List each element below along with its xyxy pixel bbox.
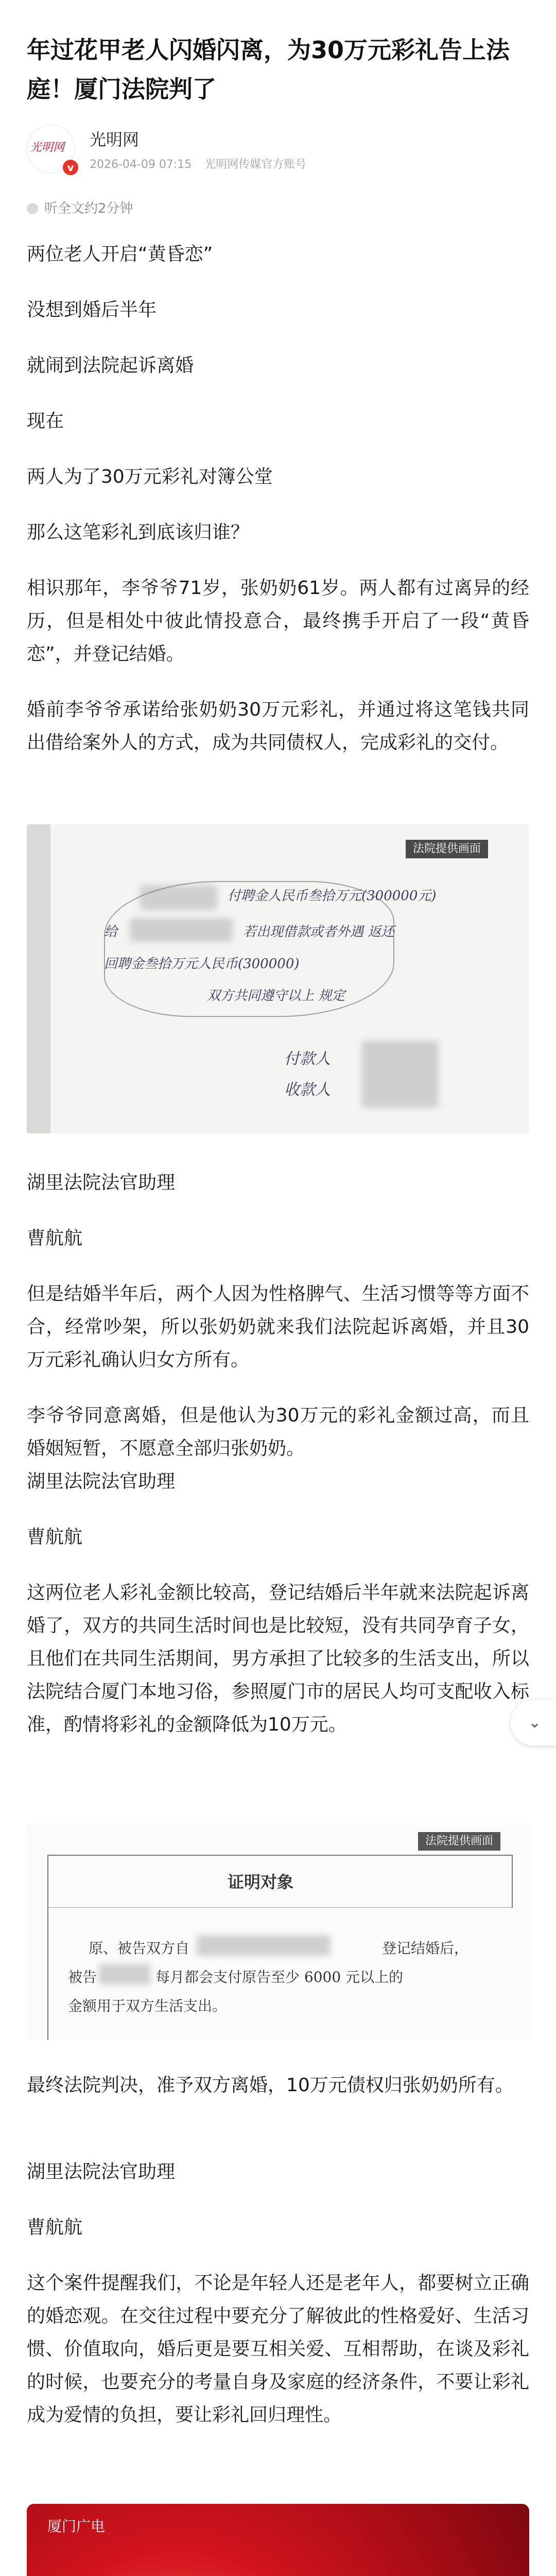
note-line: 付款人 <box>284 1050 331 1068</box>
document-border <box>47 1906 48 2040</box>
note-line: 回聘金叁拾万元人民币(300000) <box>104 956 300 972</box>
document-line: 被告 <box>68 1969 97 1986</box>
redacted-signature <box>361 1041 439 1108</box>
image-source-tag: 法院提供画面 <box>418 1832 500 1851</box>
chevron-down-icon: ⌄ <box>528 1714 542 1732</box>
paragraph: 曹航航 <box>27 2217 83 2238</box>
paragraph: 没想到婚后半年 <box>27 299 157 320</box>
document-heading: 证明对象 <box>228 1872 294 1892</box>
paragraph: 湖里法院法官助理 <box>27 1471 176 1492</box>
paragraph: 就闹到法院起诉离婚 <box>27 355 194 376</box>
author-account-desc: 光明网传媒官方账号 <box>204 158 307 171</box>
document-line: 原、被告双方自 <box>89 1940 190 1957</box>
paragraph: 李爷爷同意离婚，但是他认为30万元的彩礼金额过高，而且婚姻短暂，不愿意全部归张奶奶。 <box>27 1405 529 1459</box>
court-document-image[interactable] <box>27 1824 529 2040</box>
paragraph: 两位老人开启“黄昏恋” <box>27 244 213 265</box>
document-line: 金额用于双方生活支出。 <box>68 1997 227 2014</box>
note-line: 付聘金人民币叁拾万元(300000元) <box>228 888 437 904</box>
paragraph: 湖里法院法官助理 <box>27 1172 176 1193</box>
image-border <box>27 824 50 1133</box>
article-title: 年过花甲老人闪婚闪离，为30万元彩礼告上法庭！厦门法院判了 <box>27 36 510 103</box>
scroll-down-button[interactable] <box>511 1700 556 1745</box>
paragraph: 相识那年，李爷爷71岁，张奶奶61岁。两人都有过离异的经历，但是相处中彼此情投意合，最终携手开启了一段“黄昏恋”，并登记结婚。 <box>27 578 529 665</box>
document-line: 每月都会支付原告至少 6000 元以上的 <box>155 1969 404 1986</box>
listen-audio-button[interactable] <box>27 198 133 221</box>
avatar-logo-text: 光明网 <box>30 141 65 154</box>
paragraph: 曹航航 <box>27 1527 83 1548</box>
paragraph: 现在 <box>27 411 64 432</box>
author-meta <box>90 156 316 172</box>
redacted-area <box>197 1935 331 1956</box>
publish-date: 2026-04-09 07:15 <box>90 158 192 171</box>
note-line: 双方共同遵守以上 规定 <box>207 988 345 1004</box>
document-line: 登记结婚后， <box>382 1940 469 1957</box>
paragraph: 但是结婚半年后，两个人因为性格脾气、生活习惯等等方面不合，经常吵架，所以张奶奶就来我们法院起诉离婚，并且30万元彩礼确认归女方所有。 <box>27 1283 529 1370</box>
paragraph: 曹航航 <box>27 1228 83 1249</box>
redacted-area <box>99 1964 150 1985</box>
note-circle <box>104 881 394 1017</box>
paragraph: 婚前李爷爷承诺给张奶奶30万元彩礼，并通过将这笔钱共同出借给案外人的方式，成为共同债权人，完成彩礼的交付。 <box>27 699 529 753</box>
note-line: 若出现借款或者外遇 返还 <box>243 924 395 940</box>
paragraph: 湖里法院法官助理 <box>27 2161 176 2182</box>
listen-label: 听全文约2分钟 <box>44 201 133 216</box>
note-line: 给 <box>104 924 118 940</box>
author-block[interactable] <box>27 118 529 175</box>
verified-badge-icon: v <box>62 159 79 176</box>
paragraph: 这个案件提醒我们，不论是年轻人还是老年人，都要树立正确的婚恋观。在交往过程中要充分了解彼此的性格爱好、生活习惯、价值取向，婚后更是要互相关爱、互相帮助，在谈及彩礼的时候，也要充分的考量自身及家庭的经济条件，不要让彩礼成为爱情的负担，要让彩礼回归理性。 <box>27 2273 529 2426</box>
paragraph: 那么这笔彩礼到底该归谁？ <box>27 522 250 543</box>
audio-dot-icon <box>27 203 38 214</box>
image-source-tag: 法院提供画面 <box>406 840 488 858</box>
paragraph: 两人为了30万元彩礼对簿公堂 <box>27 466 273 487</box>
paragraph: 这两位老人彩礼金额比较高，登记结婚后半年就来法院起诉离婚了，双方的共同生活时间也是比较短，没有共同孕育子女，且他们在共同生活期间，男方承担了比较多的生活支出，所以法院结合厦门本地习俗，参照厦门市的居民人均可支配收入标准，酌情将彩礼的金额降低为10万元。 <box>27 1582 529 1735</box>
paragraph: 最终法院判决，准予双方离婚，10万元债权归张奶奶所有。 <box>27 2075 514 2096</box>
note-line: 收款人 <box>284 1081 331 1099</box>
court-handwritten-note-image[interactable] <box>27 824 529 1133</box>
author-name[interactable]: 光明网 <box>90 130 140 149</box>
photo-source-label: 厦门广电 <box>47 2518 106 2535</box>
wedding-gift-photo[interactable] <box>27 2504 529 2576</box>
